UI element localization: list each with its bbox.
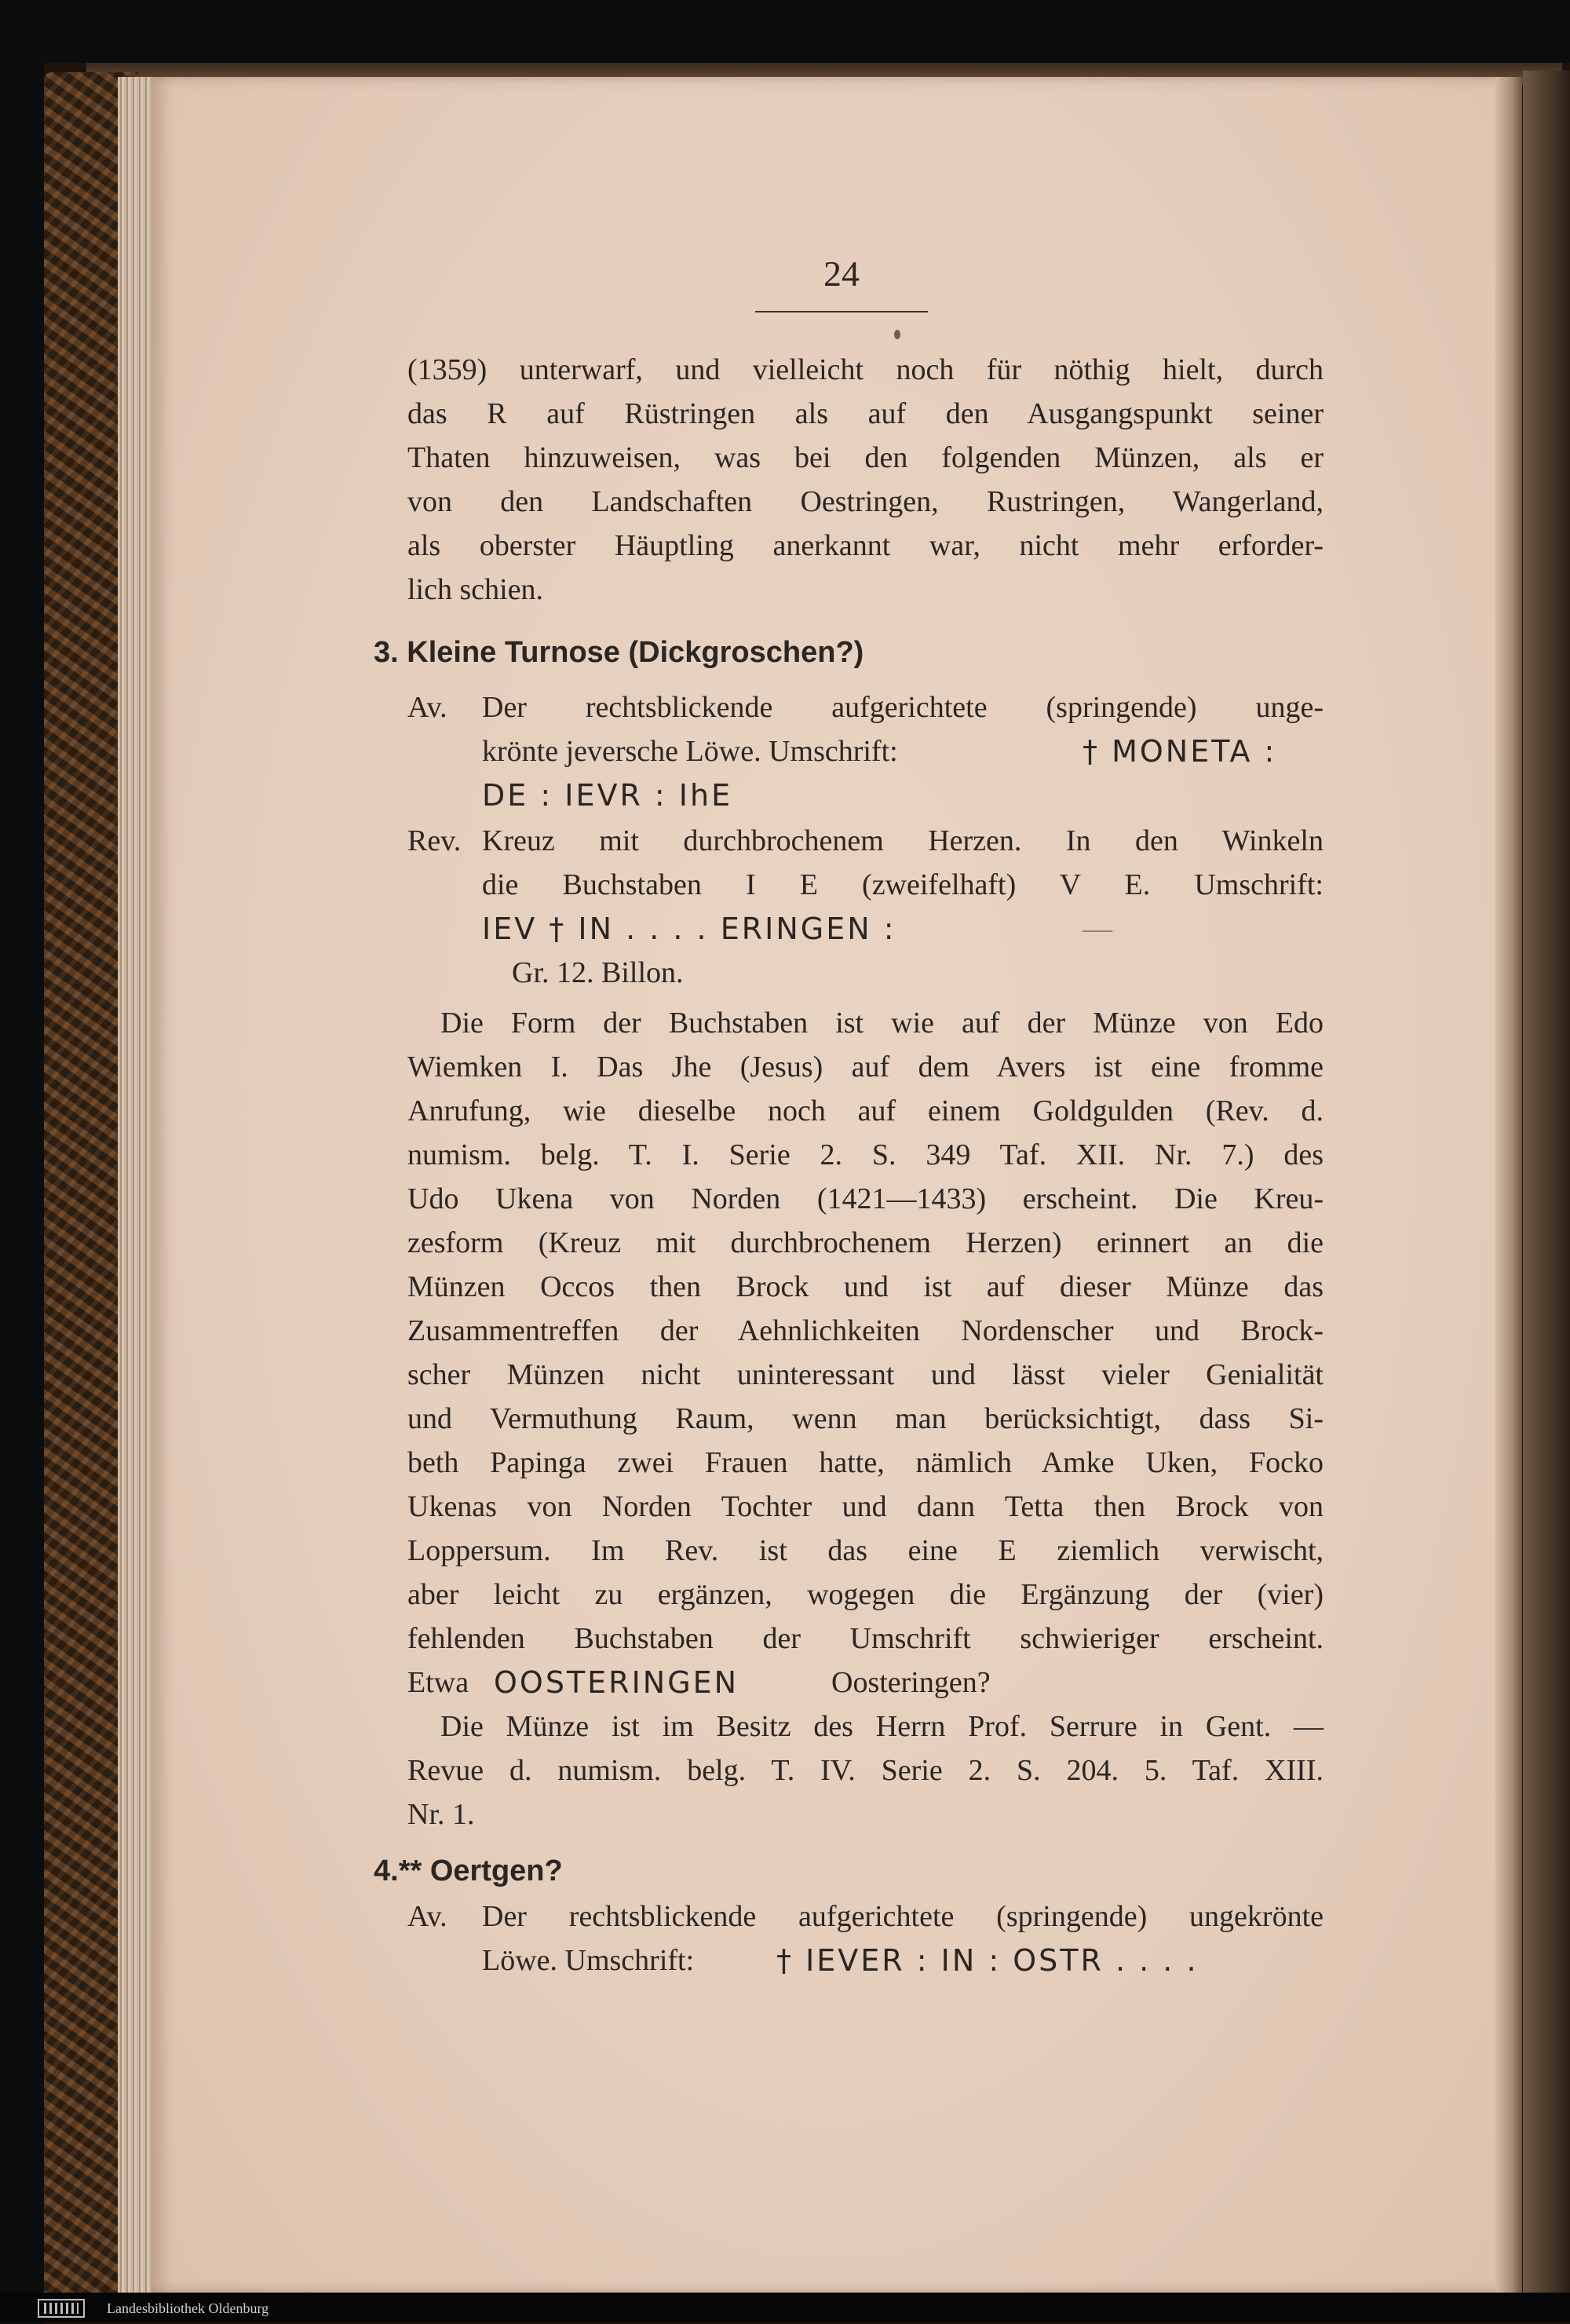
text-line: Revue d. numism. belg. T. IV. Serie 2. S. 204. 5. Taf. XIII. — [407, 1754, 1324, 1787]
av-label: Av. — [407, 1900, 447, 1933]
coin-legend: † MONETA : — [1083, 734, 1277, 769]
text-line: Löwe. Umschrift: — [482, 1944, 695, 1977]
text-line: krönte jeversche Löwe. Umschrift: — [482, 735, 898, 768]
rev-label: Rev. — [407, 824, 462, 857]
text-line: zesform (Kreuz mit durchbrochenem Herzen) erinnert an die — [407, 1226, 1324, 1259]
library-credit: Landesbibliothek Oldenburg — [107, 2300, 269, 2316]
etwa-suffix: Oosteringen? — [831, 1666, 991, 1699]
text-line: Zusammentreffen der Aehnlichkeiten Nordenscher und Brock- — [407, 1314, 1324, 1347]
text-line: und Vermuthung Raum, wenn man berücksichtigt, dass Si- — [407, 1402, 1324, 1435]
text-line: Thaten hinzuweisen, was bei den folgenden Münzen, als er — [407, 441, 1324, 474]
text-line: Loppersum. Im Rev. ist das eine E ziemlich verwischt, — [407, 1534, 1324, 1567]
coin-legend: DE : IEVR : IhE — [482, 778, 733, 813]
text-line: Münzen Occos then Brock und ist auf dieser Münze das — [407, 1270, 1324, 1303]
text-line: Der rechtsblickende aufgerichtete (springende) ungekrönte — [482, 1900, 1324, 1933]
page-edges — [118, 77, 155, 2293]
text-line: Kreuz mit durchbrochenem Herzen. In den Winkeln — [482, 824, 1324, 857]
coin-legend: IEV † IN . . . . ERINGEN : — [482, 912, 896, 946]
text-line: von den Landschaften Oestringen, Rustringen, Wangerland, — [407, 485, 1324, 518]
library-building-icon — [38, 2299, 85, 2318]
av-label: Av. — [407, 691, 447, 724]
etwa-prefix: Etwa — [407, 1666, 469, 1699]
section-heading-4: 4.** Oertgen? — [374, 1854, 563, 1887]
text-line: (1359) unterwarf, und vielleicht noch für nöthig hielt, durch — [407, 353, 1324, 386]
coin-legend: OOSTERINGEN — [494, 1665, 739, 1700]
weight-note: Gr. 12. Billon. — [512, 956, 684, 989]
dash: — — [1083, 912, 1112, 945]
text-line: die Buchstaben I E (zweifelhaft) V E. Umschrift: — [482, 868, 1324, 901]
page-number-rule — [755, 311, 928, 312]
text-line: scher Münzen nicht uninteressant und lässt vieler Genialität — [407, 1358, 1324, 1391]
text-line: Die Münze ist im Besitz des Herrn Prof. Serrure in Gent. — — [440, 1710, 1324, 1743]
ink-speck — [894, 330, 900, 339]
coin-legend: † IEVER : IN : OSTR . . . . — [776, 1943, 1199, 1978]
text-line: aber leicht zu ergänzen, wogegen die Ergänzung der (vier) — [407, 1578, 1324, 1611]
page-right-edge — [1495, 77, 1522, 2299]
section-heading-3: 3. Kleine Turnose (Dickgroschen?) — [374, 636, 864, 669]
text-line: als oberster Häuptling anerkannt war, nicht mehr erforder- — [407, 529, 1324, 562]
text-line: Anrufung, wie dieselbe noch auf einem Goldgulden (Rev. d. — [407, 1094, 1324, 1127]
text-line: lich schien. — [407, 573, 544, 606]
text-line: numism. belg. T. I. Serie 2. S. 349 Taf. XII. Nr. 7.) des — [407, 1138, 1324, 1171]
text-line: beth Papinga zwei Frauen hatte, nämlich Amke Uken, Focko — [407, 1446, 1324, 1479]
text-line: Der rechtsblickende aufgerichtete (springende) unge- — [482, 691, 1324, 724]
text-line: Nr. 1. — [407, 1798, 475, 1831]
book-cover-right — [1523, 71, 1570, 2322]
text-line: Udo Ukena von Norden (1421—1433) erscheint. Die Kreu- — [407, 1182, 1324, 1215]
footer-bar — [0, 2293, 1570, 2322]
page-number: 24 — [823, 254, 860, 294]
text-line: das R auf Rüstringen als auf den Ausgangspunkt seiner — [407, 397, 1324, 430]
text-line: Ukenas von Norden Tochter und dann Tetta then Brock von — [407, 1490, 1324, 1523]
text-line: Die Form der Buchstaben ist wie auf der Münze von Edo — [440, 1007, 1324, 1040]
text-line: Wiemken I. Das Jhe (Jesus) auf dem Avers ist eine fromme — [407, 1051, 1324, 1083]
text-line: fehlenden Buchstaben der Umschrift schwieriger erscheint. — [407, 1622, 1324, 1655]
